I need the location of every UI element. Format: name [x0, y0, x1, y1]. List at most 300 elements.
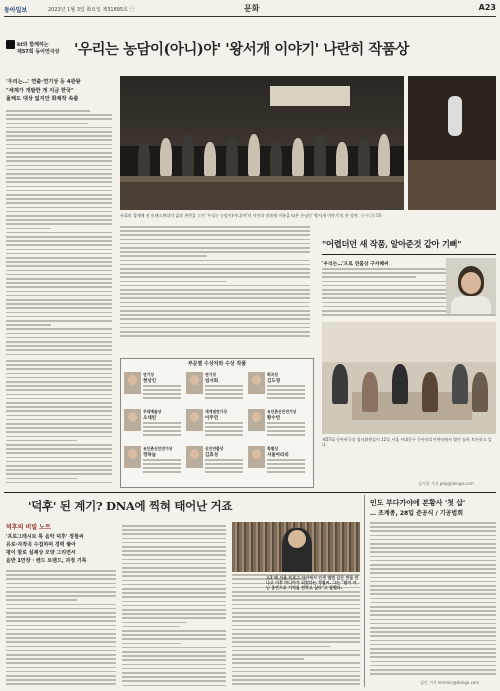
- text-line: [6, 253, 112, 255]
- text-line: [6, 181, 112, 183]
- text-line: [143, 471, 181, 473]
- text-line: [6, 578, 116, 580]
- winner-portrait: [186, 409, 203, 431]
- text-line: [232, 650, 360, 652]
- text-line: [143, 385, 181, 387]
- text-line: [267, 426, 305, 428]
- text-line: [6, 354, 112, 356]
- winner-portrait: [248, 446, 265, 468]
- text-line: [6, 394, 112, 396]
- text-line: [267, 422, 305, 424]
- text-line: [6, 312, 112, 314]
- winner-card: [123, 407, 183, 442]
- text-line: [6, 679, 116, 681]
- text-line: [232, 612, 360, 614]
- text-line: [6, 240, 112, 242]
- text-line: [120, 230, 310, 232]
- winner-award: 새개념연기상: [205, 409, 228, 414]
- text-line: [205, 471, 243, 473]
- winner-card: [247, 444, 307, 479]
- text-line: [370, 673, 496, 675]
- text-line: [6, 207, 112, 209]
- text-line: [232, 608, 360, 610]
- bottom-photo-caption: [266, 575, 360, 590]
- text-line: [120, 264, 310, 266]
- section-name: 문화: [244, 4, 260, 13]
- text-line: [6, 135, 112, 137]
- text-line: [370, 631, 496, 633]
- text-line: [6, 406, 112, 408]
- text-line: [232, 620, 360, 622]
- text-line: [6, 333, 112, 335]
- winner-card: [185, 444, 245, 479]
- text-line: [370, 539, 496, 541]
- text-line: [6, 228, 51, 230]
- text-line: [6, 110, 90, 112]
- judges-meeting-photo: [322, 322, 496, 434]
- text-line: [6, 261, 112, 263]
- winner-name: 김효성: [205, 453, 219, 458]
- text-line: [143, 426, 181, 428]
- text-line: [205, 467, 243, 469]
- text-line: [6, 156, 112, 158]
- winner-face: [190, 375, 199, 385]
- text-line: [122, 622, 187, 624]
- text-line: [6, 139, 112, 141]
- main-summary: [6, 78, 114, 104]
- winner-face: [252, 449, 261, 459]
- person-figure: [332, 364, 348, 404]
- winner-portrait: [124, 372, 141, 394]
- text-line: [6, 410, 112, 412]
- text-line: [143, 397, 181, 399]
- winner-name: 엄서희: [205, 379, 219, 384]
- right-byline: 김기윤 기자 pep@donga.com: [418, 481, 474, 486]
- text-line: [6, 360, 112, 362]
- text-line: [122, 575, 226, 577]
- bottom-subhead-2: 유로·자작곡 수집하며 경력 쌓아: [6, 542, 76, 548]
- winner-face: [252, 375, 261, 385]
- text-line: [6, 114, 112, 116]
- text-line: [122, 567, 226, 569]
- text-line: [6, 402, 112, 404]
- text-line: [122, 655, 226, 657]
- text-line: [6, 160, 112, 162]
- text-line: [232, 654, 360, 656]
- text-line: [6, 633, 116, 635]
- text-line: [6, 291, 112, 293]
- text-line: [6, 349, 112, 351]
- text-line: [232, 625, 360, 627]
- bottom-subhead-4: 음반 1만장 · 벤드 트랜드, 과정 기록: [6, 558, 87, 564]
- text-line: [6, 368, 112, 370]
- text-line: [143, 459, 181, 461]
- text-line: [232, 599, 360, 601]
- text-line: [120, 281, 226, 283]
- text-line: [370, 530, 496, 532]
- text-line: [120, 327, 310, 329]
- text-line: [205, 397, 243, 399]
- winner-name: 이주연: [205, 416, 219, 421]
- text-line: [205, 389, 243, 391]
- main-body-lower: [6, 360, 112, 486]
- text-line: [6, 591, 116, 593]
- text-line: [370, 547, 496, 549]
- text-line: [6, 671, 116, 673]
- text-line: [267, 459, 305, 461]
- text-line: [6, 377, 112, 379]
- text-line: [232, 641, 360, 643]
- text-line: [120, 234, 310, 236]
- main-headline: '우리는 농담이(아니)야' '왕서개 이야기' 나란히 작품상: [74, 41, 409, 58]
- text-line: [143, 463, 181, 465]
- badge-line-1: kt와 함께하는: [17, 42, 49, 48]
- text-line: [267, 393, 305, 395]
- text-line: [370, 585, 496, 587]
- text-line: [6, 144, 112, 146]
- text-line: [6, 440, 77, 442]
- winner-portrait: [248, 372, 265, 394]
- text-line: [120, 331, 310, 333]
- dongah-theater-award-badge: [6, 40, 66, 66]
- text-line: [122, 596, 226, 598]
- text-line: [370, 564, 496, 566]
- actor-figure: [248, 134, 260, 176]
- text-line: [370, 669, 496, 671]
- text-line: [205, 393, 243, 395]
- text-line: [120, 255, 207, 257]
- text-line: [6, 658, 116, 660]
- text-line: [232, 604, 360, 606]
- text-line: [6, 219, 112, 221]
- text-line: [6, 265, 112, 267]
- text-line: [6, 629, 116, 631]
- sidebar-body: [370, 522, 496, 678]
- text-line: [370, 593, 496, 595]
- actor-figure: [138, 142, 150, 176]
- text-line: [6, 461, 112, 463]
- text-line: [122, 533, 226, 535]
- text-line: [6, 608, 116, 610]
- text-line: [232, 595, 360, 597]
- text-line: [6, 345, 112, 347]
- winner-portrait: [124, 409, 141, 431]
- text-line: [120, 251, 310, 253]
- person-figure: [472, 372, 488, 412]
- right-subhead: '우리는…'으로 연출상 구자혜씨: [322, 262, 389, 267]
- text-line: [122, 643, 181, 645]
- sidebar-headline-1: 인도 부다가야에 본황사 '첫 삽': [370, 499, 466, 507]
- winner-award: 유인촌신인연기상: [143, 446, 173, 451]
- actor-figure: [292, 138, 304, 176]
- text-line: [6, 202, 112, 204]
- text-line: [122, 680, 226, 682]
- text-line: [122, 659, 226, 661]
- text-line: [6, 328, 112, 330]
- text-line: [122, 672, 226, 674]
- text-line: [6, 427, 112, 429]
- text-line: [122, 571, 226, 573]
- text-line: [120, 243, 310, 245]
- text-line: [122, 664, 226, 666]
- bottom-body-left: [6, 570, 116, 688]
- main-body-left: [6, 110, 112, 358]
- text-line: [370, 535, 496, 537]
- text-line: [122, 525, 226, 527]
- text-line: [267, 467, 305, 469]
- text-line: [6, 341, 112, 343]
- winner-name: 현상인: [143, 379, 157, 384]
- text-line: [143, 430, 181, 432]
- winner-card: [247, 370, 307, 405]
- text-line: [6, 469, 112, 471]
- director-portrait: [446, 258, 496, 314]
- text-line: [205, 422, 243, 424]
- winner-card: [185, 407, 245, 442]
- text-line: [205, 426, 243, 428]
- winner-portrait: [186, 372, 203, 394]
- text-line: [6, 452, 112, 454]
- text-line: [370, 648, 496, 650]
- text-line: [6, 654, 116, 656]
- text-line: [120, 297, 310, 299]
- text-line: [370, 623, 496, 625]
- text-line: [370, 602, 496, 604]
- text-line: [370, 568, 496, 570]
- text-line: [120, 226, 310, 228]
- text-line: [6, 389, 112, 391]
- text-line: [232, 675, 360, 677]
- text-line: [6, 169, 112, 171]
- text-line: [6, 612, 116, 614]
- text-line: [122, 563, 226, 565]
- text-line: [143, 434, 181, 436]
- text-line: [6, 473, 112, 475]
- text-line: [6, 295, 112, 297]
- text-line: [6, 118, 112, 120]
- winner-face: [128, 375, 137, 385]
- text-line: [6, 415, 112, 417]
- text-line: [6, 274, 112, 276]
- text-line: [6, 482, 112, 484]
- caption-credit: 동아일보DB: [360, 213, 382, 218]
- text-line: [6, 444, 112, 446]
- text-line: [6, 148, 112, 150]
- winner-award: 무대예술상: [143, 409, 162, 414]
- bottom-subheads: [6, 533, 116, 565]
- text-line: [6, 165, 112, 167]
- text-line: [370, 581, 496, 583]
- text-line: [122, 613, 226, 615]
- text-line: [6, 385, 112, 387]
- text-line: [120, 302, 310, 304]
- text-line: [370, 610, 496, 612]
- text-line: [370, 644, 496, 646]
- text-line: [205, 430, 243, 432]
- text-line: [122, 685, 226, 687]
- winners-box: [120, 358, 314, 488]
- text-line: [6, 324, 51, 326]
- text-line: [143, 389, 181, 391]
- text-line: [120, 285, 310, 287]
- text-line: [6, 177, 112, 179]
- text-line: [122, 538, 226, 540]
- text-line: [122, 601, 226, 603]
- text-line: [6, 190, 112, 192]
- text-line: [370, 572, 496, 574]
- actor-figure: [270, 142, 282, 176]
- text-line: [6, 186, 112, 188]
- person-figure: [422, 372, 438, 412]
- text-line: [6, 650, 116, 652]
- winner-portrait: [186, 446, 203, 468]
- text-line: [143, 393, 181, 395]
- text-line: [6, 436, 112, 438]
- text-line: [6, 616, 116, 618]
- actor-figure: [378, 134, 390, 176]
- text-line: [6, 282, 112, 284]
- winner-card: [247, 407, 307, 442]
- text-line: [205, 459, 243, 461]
- text-line: [267, 471, 305, 473]
- text-line: [6, 127, 112, 129]
- winner-card: [123, 370, 183, 405]
- winner-card: [123, 444, 183, 479]
- text-line: [120, 272, 310, 274]
- text-line: [122, 588, 226, 590]
- text-line: [232, 616, 360, 618]
- section-divider: [4, 492, 496, 493]
- text-line: [122, 584, 226, 586]
- text-line: [122, 559, 226, 561]
- text-line: [232, 646, 330, 648]
- text-line: [122, 550, 226, 552]
- text-line: [6, 278, 112, 280]
- actor-figure: [336, 142, 348, 176]
- text-line: [6, 646, 116, 648]
- text-line: [6, 194, 112, 196]
- text-line: [267, 389, 305, 391]
- actor-figure: [160, 138, 172, 176]
- text-line: [6, 373, 112, 375]
- text-line: [6, 448, 112, 450]
- text-line: [322, 276, 416, 278]
- text-line: [6, 215, 112, 217]
- text-line: [6, 465, 112, 467]
- text-line: [122, 605, 226, 607]
- text-line: [232, 591, 360, 593]
- text-line: [120, 260, 310, 262]
- winner-award: 특별상: [267, 446, 279, 451]
- text-line: [232, 662, 360, 664]
- winners-grid: [123, 370, 311, 484]
- bottom-headline: '덕후' 된 계기? DNA에 찍혀 태어난 거죠: [28, 499, 233, 513]
- text-line: [370, 598, 496, 600]
- masthead: [4, 2, 496, 17]
- text-line: [6, 320, 112, 322]
- text-line: [120, 276, 310, 278]
- text-line: [122, 647, 226, 649]
- text-line: [6, 398, 112, 400]
- person-figure: [362, 372, 378, 412]
- bottom-body-mid: [122, 525, 226, 688]
- text-line: [6, 257, 112, 259]
- text-line: [6, 457, 112, 459]
- summary-line-2: "세계가 개발한 게 지금 한국": [6, 87, 74, 94]
- text-line: [6, 249, 112, 251]
- text-line: [122, 668, 226, 670]
- text-line: [6, 270, 112, 272]
- text-line: [370, 619, 496, 621]
- text-line: [267, 463, 305, 465]
- actor-figure: [182, 134, 194, 176]
- text-line: [122, 609, 226, 611]
- winner-name: 서울아라리: [267, 453, 289, 458]
- text-line: [370, 652, 496, 654]
- text-line: [143, 467, 181, 469]
- text-line: [370, 614, 496, 616]
- text-line: [120, 289, 310, 291]
- text-line: [370, 556, 496, 558]
- text-line: [370, 606, 496, 608]
- text-line: [232, 667, 360, 669]
- winner-award: 신인연출상: [205, 446, 224, 451]
- text-line: [370, 627, 496, 629]
- winner-portrait: [248, 409, 265, 431]
- masthead-date: 2023년 1월 3일 화요일 제31895호 ㊀: [48, 7, 135, 13]
- text-line: [6, 599, 77, 601]
- text-line: [122, 617, 226, 619]
- second-stage-photo: [408, 76, 496, 210]
- text-line: [6, 625, 116, 627]
- text-line: [267, 434, 305, 436]
- text-line: [122, 626, 180, 628]
- text-line: [370, 543, 496, 545]
- text-line: [6, 583, 116, 585]
- text-line: [370, 522, 496, 524]
- text-line: [120, 306, 310, 308]
- winner-award: 유인촌신인연기상: [267, 409, 297, 414]
- actor-figure: [358, 138, 370, 176]
- text-line: [122, 529, 226, 531]
- bottom-subhead-3: 평이 말로 실제상 모양 그리면서: [6, 550, 76, 556]
- text-line: [6, 173, 112, 175]
- text-line: [370, 635, 496, 637]
- winner-card: [185, 370, 245, 405]
- person-figure: [452, 364, 468, 404]
- text-line: [122, 554, 226, 556]
- main-body-middle: [120, 226, 310, 338]
- winner-portrait: [124, 446, 141, 468]
- text-line: [120, 314, 310, 316]
- text-line: [232, 671, 360, 673]
- text-line: [232, 679, 360, 681]
- text-line: [205, 434, 243, 436]
- text-line: [122, 546, 226, 548]
- text-line: [122, 676, 226, 678]
- text-line: [6, 667, 116, 669]
- text-line: [6, 381, 112, 383]
- text-line: [232, 683, 360, 685]
- text-line: [370, 656, 496, 658]
- masthead-logo: 동아일보: [4, 7, 28, 14]
- bottom-subhead-1: '프로그래시브 록 음악 덕후' 정철씨: [6, 534, 84, 540]
- winner-face: [190, 412, 199, 422]
- text-line: [6, 244, 112, 246]
- text-line: [267, 397, 305, 399]
- text-line: [122, 638, 226, 640]
- text-line: [6, 123, 88, 125]
